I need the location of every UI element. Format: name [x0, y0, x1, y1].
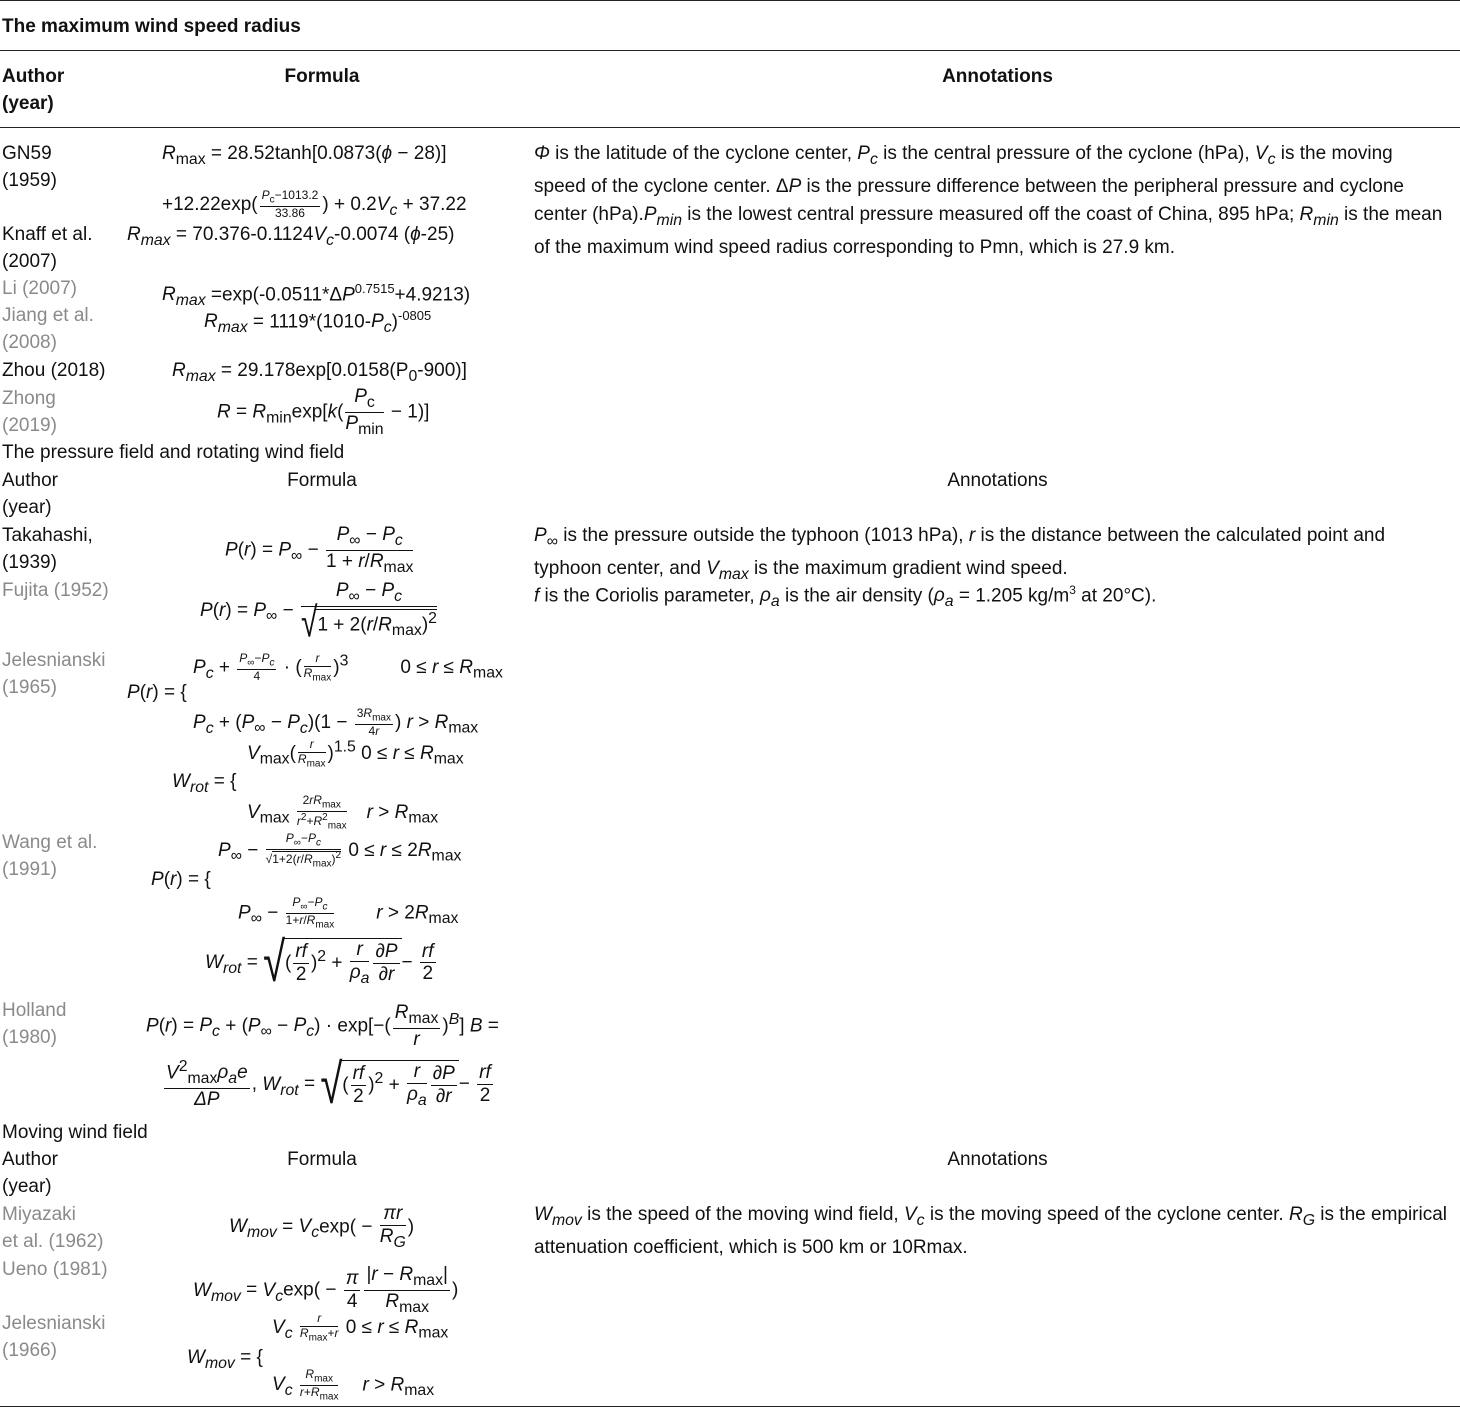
- formula-wang-case1: $P_\infty$ − $\frac{P_\infty-P_c}{√1+2(r/R_{max})^2}$ $0 \le r \le 2R_{max}$: [218, 831, 462, 870]
- formula-takahashi: $P(r) = P_\infty$ − $\frac{P_\infty - P_c}{1 + r/R_{max}}$: [225, 524, 414, 576]
- formula-jel66-case2: $V_c$ $\frac{R_{max}}{r+R_{max}}$ $r > R_{max}$: [272, 1367, 435, 1403]
- formula-jel65-wrot-lhs: $W_{rot}$ = {: [172, 771, 237, 796]
- section-title-moving-wind: Moving wind field: [2, 1122, 148, 1143]
- annotation-pressure-1: $P_\infty$ is the pressure outside the typhoon (1013 hPa), r is the distance between the calculated point and typhoon center, and $V_{max}$ is the maximum gradient wind speed.: [534, 525, 1386, 584]
- header-annotations-3: Annotations: [947, 1149, 1048, 1170]
- author-knaff: Knaff et al. (2007): [2, 224, 93, 272]
- header-author-3: Author (year): [2, 1149, 58, 1197]
- header-annotations-2: Annotations: [947, 470, 1048, 491]
- formula-jiang: $R_{max} = 1119*(1010-P_c)^{-0805}$: [204, 308, 432, 337]
- bottom-rule: [0, 1406, 1460, 1407]
- title-rule: [0, 50, 1460, 51]
- author-miyazaki[interactable]: Miyazaki et al. (1962): [2, 1204, 104, 1252]
- formula-jel66-case1: $V_c$ $\frac{r}{R_{max}+r}$ $0 \le r \le R_{max}$: [272, 1311, 449, 1344]
- author-li[interactable]: Li (2007): [2, 278, 77, 299]
- author-fujita[interactable]: Fujita (1952): [2, 580, 109, 601]
- annotation-max-wind-radius: Φ is the latitude of the cyclone center, $P_c$ is the central pressure of the cyclone (hPa), $V_c$ is the moving speed of the cyclone center. ΔP is the pressure difference between the peripheral pressure and cyclone center $(hPa).P_{min}$ is the lowest central pressure measured off the coast of China, 895 hPa; $R_{min}$ is the mean of the maximum wind speed radius corresponding to Pmn, which is 27.9 km.: [534, 143, 1443, 259]
- section-title-max-wind-radius: The maximum wind speed radius: [2, 16, 301, 37]
- author-gn59: GN59 (1959): [2, 143, 57, 191]
- author-ueno[interactable]: Ueno (1981): [2, 1259, 108, 1280]
- header-author-2: Author (year): [2, 470, 58, 518]
- author-wang[interactable]: Wang et al. (1991): [2, 832, 98, 880]
- header-formula-3: Formula: [287, 1149, 357, 1170]
- formula-jel65-lhs: P(r) = {: [127, 682, 187, 703]
- formula-li: $R_{max} =\exp(-0.0511*\Delta P^{0.7515}+4.9213)$: [162, 281, 471, 310]
- formula-zhou: $R_{max} = 29.178\exp[0.0158(P_0-900)]$: [172, 360, 467, 385]
- author-takahashi: Takahashi, (1939): [2, 525, 93, 573]
- formula-miyazaki: $W_{mov} = V_c\exp$( − $\frac{\pi r}{R_G}$ ): [229, 1203, 415, 1251]
- formula-jel65-case2: $P_c + (P_\infty - P_c)(1$ − $\frac{3R_{max}}{4r}$ ) $r > R_{max}$: [193, 706, 479, 738]
- author-jelesnianski-1966[interactable]: Jelesnianski (1966): [2, 1313, 106, 1361]
- formula-knaff: $R_{max} = 70.376-0.1124V_c-0.0074$ (ϕ-25): [127, 224, 455, 249]
- header-formula-2: Formula: [287, 470, 357, 491]
- formula-wang-case2: $P_\infty$ − $\frac{P_\infty-P_c}{1+r/R_{max}}$ $r > 2R_{max}$: [238, 895, 459, 931]
- formula-holland-line2: $\frac{V^2_{max}\rho_ae}{\Delta P}$ , $W_{rot}$ = √( $\frac{rf}{2}$ )$^2$ + $\frac{r}{\rho_a}$ $\frac{\partial P}{\partial r}$ − $\frac{rf}{2}$: [166, 1053, 491, 1116]
- section-title-pressure-field: The pressure field and rotating wind field: [2, 442, 345, 463]
- annotation-pressure-2: f is the Coriolis parameter, $\rho_a$ is the air density ($\rho_a = 1.205$ $kg/m^3$ at 20°C).: [534, 583, 1157, 611]
- formula-jel65-wrot-case1: $V_{max}$( $\frac{r}{R_{max}}$ )$^{1.5}$ $0 \le r \le R_{max}$: [247, 737, 464, 770]
- header-formula-1: Formula: [284, 66, 360, 87]
- formula-gn59-line1: $R_{max} = 28.52\tanh[0.0873(\phi - 28)]$: [162, 143, 447, 168]
- author-jelesnianski-1965[interactable]: Jelesnianski (1965): [2, 650, 106, 698]
- formula-wang-lhs: P(r) = {: [151, 869, 211, 890]
- formula-holland-line1: $P(r) = P_c + (P_\infty - P_c) \cdot \exp[-$( $\frac{R_{max}}{r}$ )$^B$] B =: [146, 1002, 499, 1050]
- top-rule: [0, 0, 1460, 1]
- formula-wang-wrot: $W_{rot}$ = √( $\frac{rf}{2}$ )$^2$ + $\frac{r}{\rho_a}$ $\frac{\partial P}{\partial r}$ − $\frac{rf}{2}$: [205, 932, 434, 994]
- formula-jel66-lhs: $W_{mov}$ = {: [187, 1347, 263, 1372]
- header-annotations-1: Annotations: [942, 66, 1053, 87]
- formula-zhong: $R = R_{min}\exp[k$( $\frac{P_c}{P_{min}}$ − 1)]: [217, 386, 430, 438]
- author-holland[interactable]: Holland (1980): [2, 1000, 67, 1048]
- header-rule: [0, 127, 1460, 128]
- author-zhou: Zhou (2018): [2, 360, 106, 381]
- author-zhong[interactable]: Zhong (2019): [2, 388, 57, 436]
- formula-gn59-line2: +12.22exp( $\frac{P_c-1013.2}{33.86}$ ) + $0.2V_c + 37.22$: [162, 188, 467, 220]
- author-jiang[interactable]: Jiang et al. (2008): [2, 305, 94, 353]
- annotation-moving-wind: $W_{mov}$ is the speed of the moving wind field, $V_c$ is the moving speed of the cyclone center. $R_G$ is the empirical attenuation coefficient, which is 500 km or 10Rmax.: [534, 1204, 1448, 1259]
- formula-jel65-wrot-case2: $V_{max}$ $\frac{2rR_{max}}{r^2+R^2_{max}}$ $r > R_{max}$: [247, 793, 439, 832]
- formula-ueno: $W_{mov} = V_c\exp$( − $\frac{\pi}{4}$ $\frac{|r - R_{max}|}{R_{max}}$ ): [193, 1264, 459, 1316]
- formula-fujita: $P(r) = P_\infty$ − $\frac{P_\infty - P_c}{√1 + 2(r/R_{max})^2}$: [200, 580, 437, 647]
- header-author-1: Author (year): [2, 66, 65, 114]
- formula-jel65-case1: $P_c$ + $\frac{P_\infty-P_c}{4}$ · ( $\frac{r}{R_{max}}$ )$^3$ $0 \le r \le R_{max}$: [193, 651, 503, 684]
